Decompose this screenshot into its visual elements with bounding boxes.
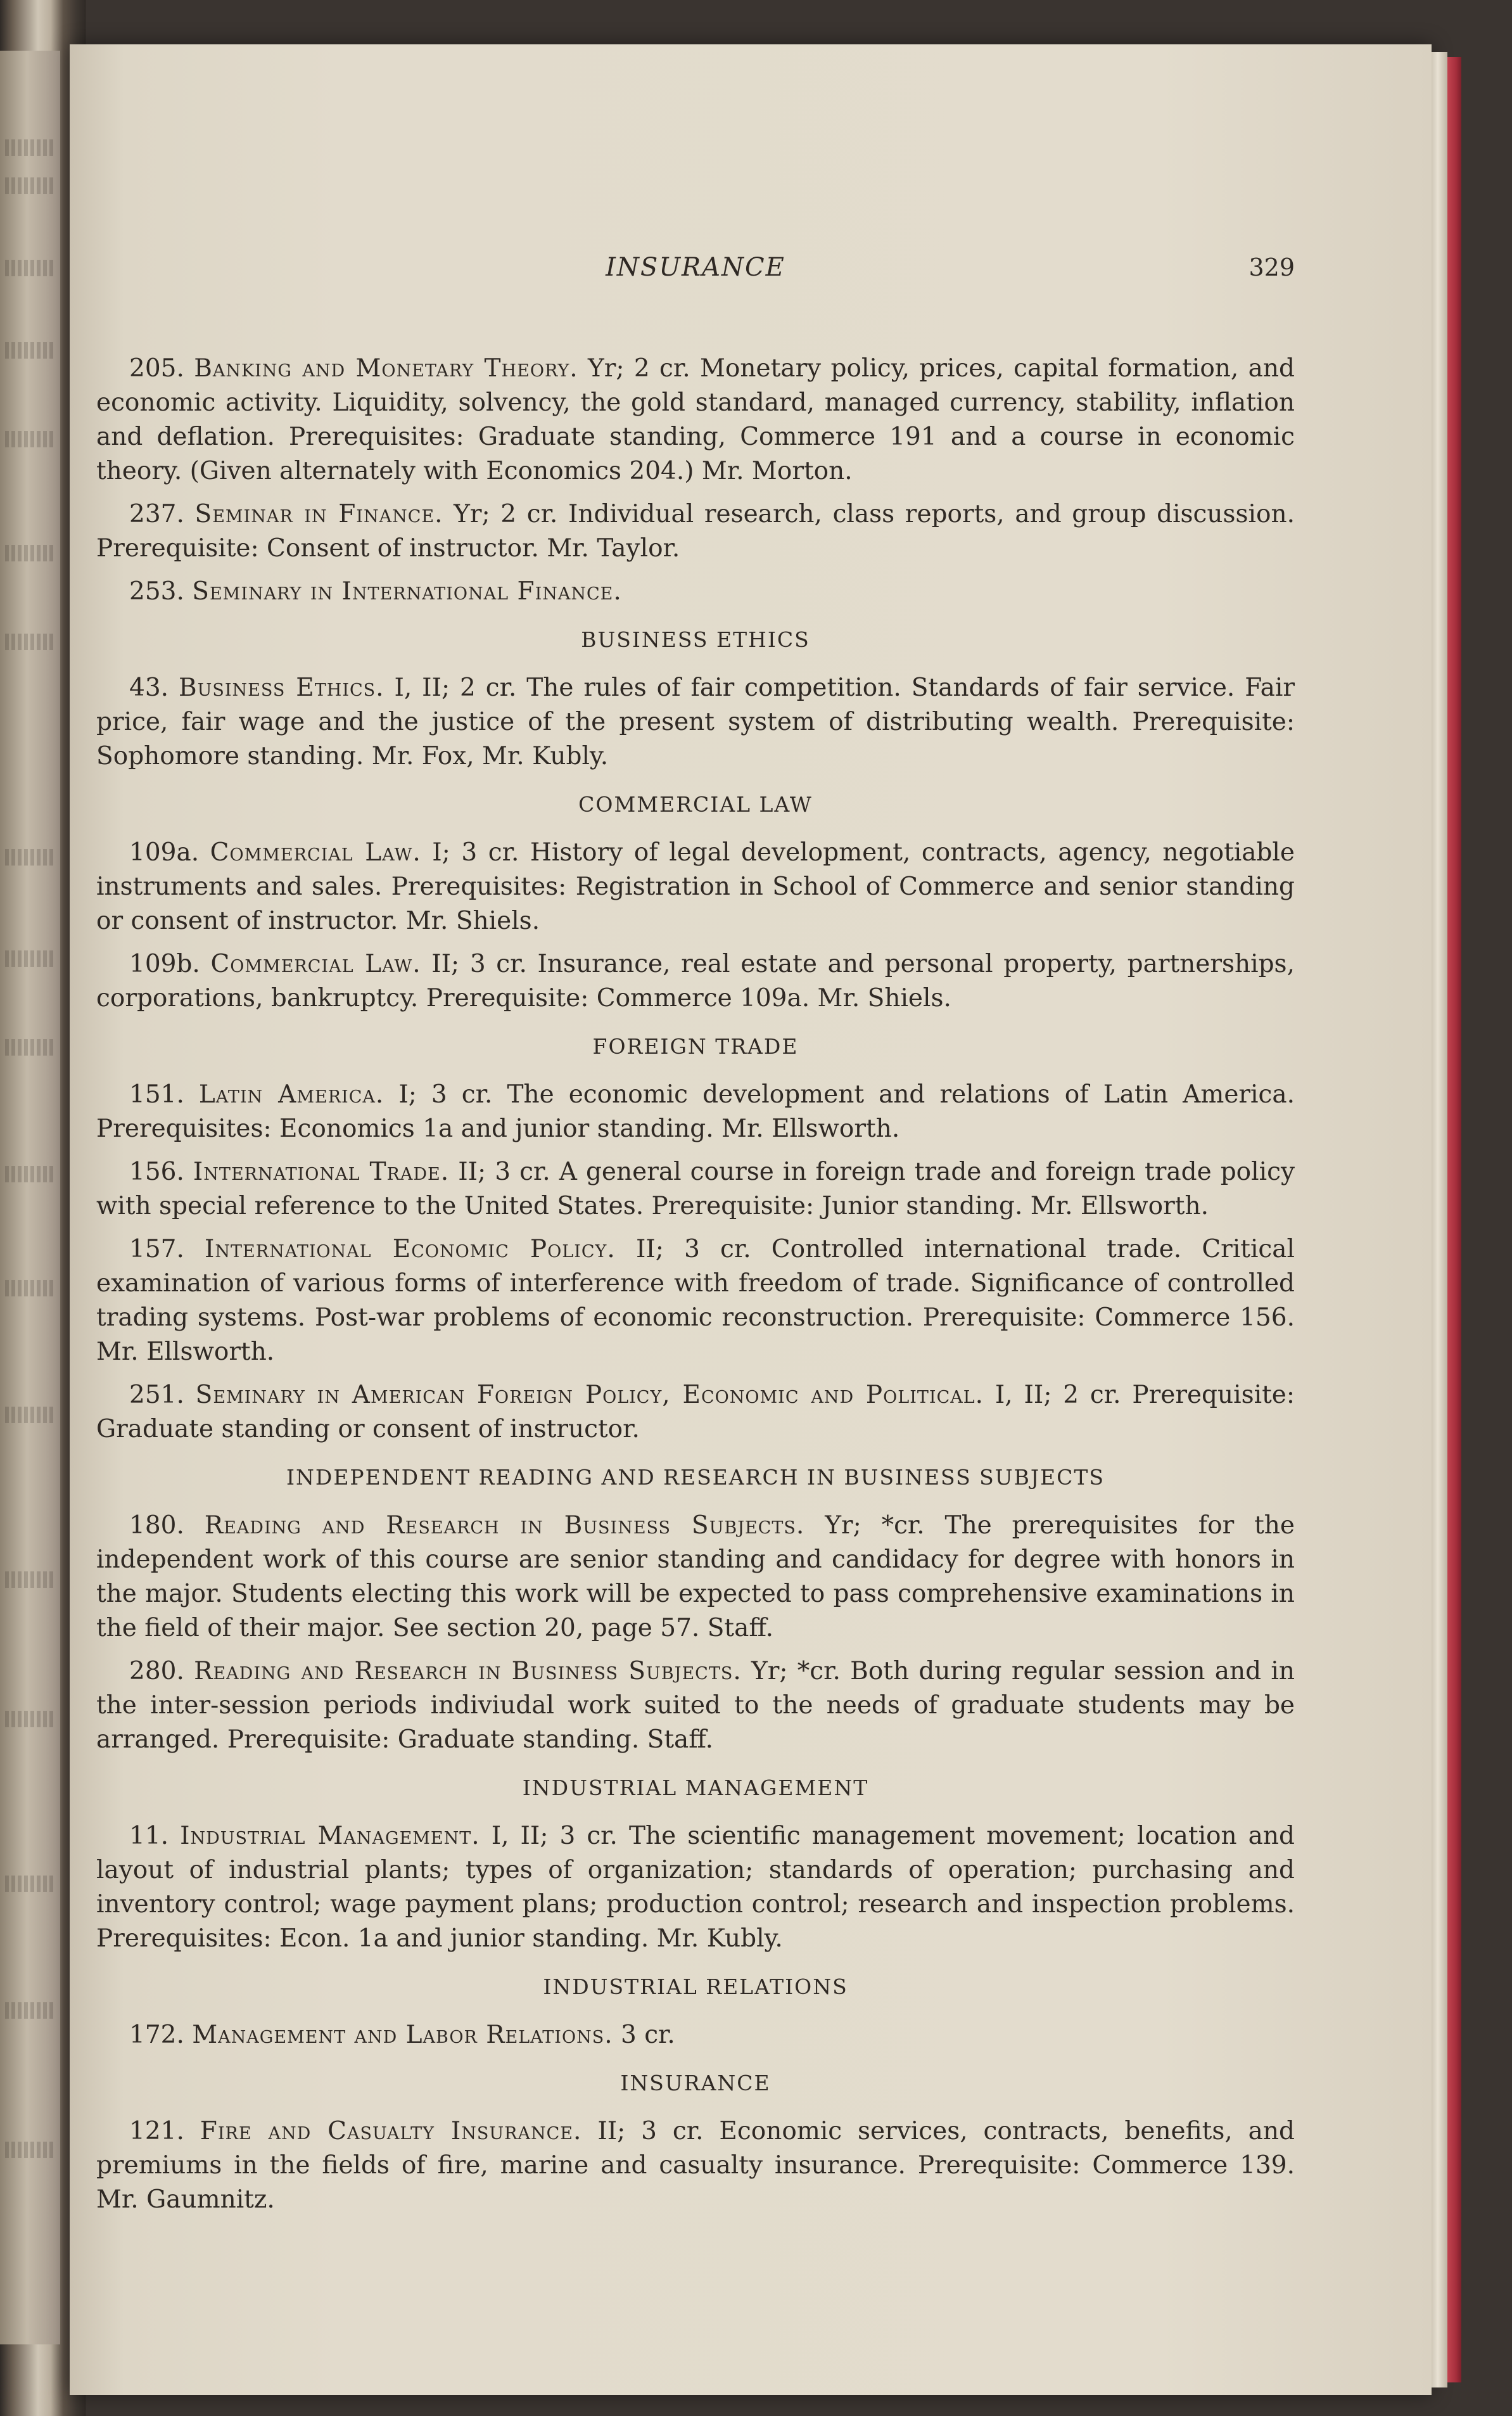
course-details: Yr; *cr. Both during regular session and in the inter-session periods indiviudal work suited to the needs of graduate students may be arranged. Prerequisite: Graduate standing. Staff.: [96, 1657, 1295, 1754]
course-details: II; 3 cr. Insurance, real estate and personal property, partnerships, corporations, bankruptcy. Prerequisite: Commerce 109a. Mr. Shiels.: [96, 950, 1295, 1013]
section-heading: FOREIGN TRADE: [592, 1034, 799, 1059]
course-listing: [96, 352, 1295, 2217]
course-details: I, II; 3 cr. The scientific management movement; location and layout of industrial plants; types of organization; standards of operation; purchasing and inventory control; wage payment plans; production control; research and inspection problems. Prerequisites: Econ. 1a and junior standing. Mr. Kubly.: [96, 1822, 1295, 1953]
course-number: 253.: [129, 577, 184, 606]
course-details: 3 cr.: [621, 2021, 675, 2049]
running-head: [96, 250, 1295, 288]
course-title: Commercial Law.: [210, 950, 421, 978]
course-details: Yr; *cr. The prerequisites for the independent work of this course are senior standing and candidacy for degree with honors in the major. Students electing this work will be expected to pass comprehensive examinations in the field of their major. See section 20, page 57. Staff.: [96, 1511, 1295, 1642]
course-number: 205.: [129, 354, 184, 383]
course-entry: [96, 352, 1295, 489]
previous-page-edge: [0, 51, 60, 2344]
section-heading: BUSINESS ETHICS: [581, 627, 810, 652]
course-title: Fire and Casualty Insurance.: [200, 2117, 582, 2145]
course-title: Latin America.: [198, 1080, 384, 1109]
section-heading: INSURANCE: [620, 2071, 771, 2095]
course-entry: [96, 1232, 1295, 1369]
course-entry: [96, 497, 1295, 566]
course-number: 180.: [129, 1511, 184, 1540]
course-number: 121.: [129, 2117, 184, 2145]
course-entry: [96, 1155, 1295, 1224]
course-number: 251.: [129, 1381, 184, 1409]
course-number: 109a.: [129, 838, 200, 867]
book-cover-edge: [1447, 57, 1461, 2382]
course-number: 109b.: [129, 950, 200, 978]
course-entry: [96, 1378, 1295, 1447]
course-entry: [96, 1509, 1295, 1646]
course-number: 151.: [129, 1080, 184, 1109]
course-details: Yr; 2 cr. Individual research, class reports, and group discussion. Prerequisite: Consent of instructor. Mr. Taylor.: [96, 500, 1295, 563]
page-stack-edge: [1432, 52, 1447, 2387]
section-heading: INDEPENDENT READING AND RESEARCH IN BUSINESS SUBJECTS: [286, 1465, 1105, 1490]
course-number: 156.: [129, 1158, 184, 1186]
course-number: 280.: [129, 1657, 184, 1685]
course-entry: [96, 671, 1295, 774]
section-heading: INDUSTRIAL RELATIONS: [543, 1974, 848, 1999]
course-details: I, II; 2 cr. Prerequisite: Graduate standing or consent of instructor.: [96, 1381, 1295, 1443]
page-number: 329: [1248, 253, 1295, 281]
course-number: 172.: [129, 2021, 184, 2049]
course-entry: [96, 947, 1295, 1016]
course-title: International Trade.: [193, 1158, 450, 1186]
course-title: Seminar in Finance.: [194, 500, 443, 528]
course-title: Seminary in International Finance.: [192, 577, 622, 606]
section-heading: COMMERCIAL LAW: [578, 792, 813, 817]
page-text: [96, 250, 1295, 2226]
course-details: II; 3 cr. Economic services, contracts, benefits, and premiums in the fields of fire, marine and casualty insurance. Prerequisite: Commerce 139. Mr. Gaumnitz.: [96, 2117, 1295, 2214]
course-entry: [96, 575, 1295, 609]
course-number: 43.: [129, 674, 169, 702]
course-title: Reading and Research in Business Subjects.: [204, 1511, 805, 1540]
course-entry: [96, 1819, 1295, 1956]
course-entry: [96, 2018, 1295, 2052]
course-title: Banking and Monetary Theory.: [194, 354, 578, 383]
course-entry: [96, 836, 1295, 938]
running-title: INSURANCE: [606, 253, 785, 282]
course-title: Industrial Management.: [180, 1822, 480, 1850]
course-number: 11.: [129, 1822, 169, 1850]
course-details: II; 3 cr. A general course in foreign trade and foreign trade policy with special reference to the United States. Prerequisite: Junior standing. Mr. Ellsworth.: [96, 1158, 1295, 1220]
course-title: Commercial Law.: [210, 838, 421, 867]
course-title: Business Ethics.: [178, 674, 384, 702]
course-title: International Economic Policy.: [205, 1235, 616, 1263]
course-details: I; 3 cr. History of legal development, contracts, agency, negotiable instruments and sales. Prerequisites: Registration in School of Commerce and senior standing or consent of instructor. Mr. Shiels.: [96, 838, 1295, 935]
course-entry: [96, 1654, 1295, 1757]
course-details: II; 3 cr. Controlled international trade. Critical examination of various forms of interference with freedom of trade. Significance of controlled trading systems. Post-war problems of economic reconstruction. Prerequisite: Commerce 156. Mr. Ellsworth.: [96, 1235, 1295, 1366]
course-title: Management and Labor Relations.: [192, 2021, 613, 2049]
section-heading: INDUSTRIAL MANAGEMENT: [522, 1775, 869, 1800]
course-details: I, II; 2 cr. The rules of fair competition. Standards of fair service. Fair price, fair wage and the justice of the present system of distributing wealth. Prerequisite: Sophomore standing. Mr. Fox, Mr. Kubly.: [96, 674, 1295, 770]
course-number: 157.: [129, 1235, 184, 1263]
course-title: Seminary in American Foreign Policy, Economic and Political.: [195, 1381, 984, 1409]
course-details: I; 3 cr. The economic development and relations of Latin America. Prerequisites: Economics 1a and junior standing. Mr. Ellsworth.: [96, 1080, 1295, 1143]
course-title: Reading and Research in Business Subjects.: [194, 1657, 742, 1685]
course-number: 237.: [129, 500, 184, 528]
course-entry: [96, 1078, 1295, 1146]
course-entry: [96, 2114, 1295, 2217]
course-details: Yr; 2 cr. Monetary policy, prices, capital formation, and economic activity. Liquidity, solvency, the gold standard, managed currency, stability, inflation and deflation. Prerequisites: Graduate standing, Commerce 191 and a course in economic theory. (Given alternately with Economics 204.) Mr. Morton.: [96, 354, 1295, 485]
